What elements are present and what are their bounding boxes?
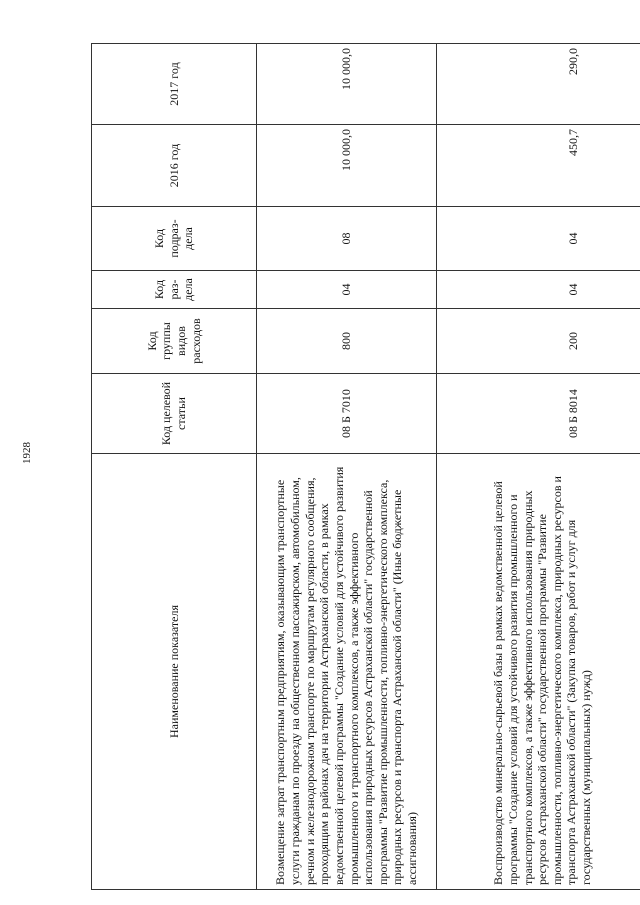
row-subsection-code: 08: [257, 207, 437, 271]
row-indicator-name: Возмещение затрат транспортным предприятиям, оказывающим транспортные услуги гражданам по проезду на общественном пассажирском, автомобильном, речном и железнодорожном транспорте по маршрутам регулярного сообщения, проходящим в районах дач на территории Астраханской области, в рамках ведомственной целевой программы "Создание условий для устойчивого развития промышленного и транспортного комплексов, а также эффективного использования природных ресурсов Астраханской области" государственной программы "Развитие промышленности, топливно-энергетического комплекса, природных ресурсов и транспорта Астраханской области" (Иные бюджетные ассигнования): [257, 454, 437, 890]
row-subsection-code: 04: [437, 207, 640, 271]
row-section-code: 04: [257, 271, 437, 309]
row-expense-group-code: 800: [257, 309, 437, 374]
row-amount-2017: 10 000,0: [257, 44, 437, 125]
table-header-row: [92, 44, 257, 890]
table-row: [257, 44, 437, 890]
page-number: 1928: [21, 442, 33, 464]
row-target-code: 08 Б 8014: [437, 374, 640, 454]
budget-table: [91, 43, 640, 890]
row-indicator-name: Воспроизводство минерально-сырьевой базы в рамках ведомственной целевой программы "Создание условий для устойчивого развития промышленного и транспортного комплексов, а также эффективного использования природных ресурсов Астраханской области" государственной программы "Развитие промышленности, топливно-энергетического комплекса, природных ресурсов и транспорта Астраханской области" (Закупка товаров, работ и услуг для государственных (муниципальных) нужд): [437, 454, 640, 890]
row-amount-2016: 10 000,0: [257, 125, 437, 207]
header-target-code: Код целевой статьи: [92, 374, 257, 454]
row-amount-2016: 450,7: [437, 125, 640, 207]
row-amount-2017: 290,0: [437, 44, 640, 125]
row-section-code: 04: [437, 271, 640, 309]
header-year-2017: 2017 год: [92, 44, 257, 125]
header-section-code: Код раз-дела: [92, 271, 257, 309]
header-year-2016: 2016 год: [92, 125, 257, 207]
header-subsection-code: Код подраз-дела: [92, 207, 257, 271]
header-expense-group-code: Код группы видов расходов: [92, 309, 257, 374]
rotated-table-container: [91, 44, 594, 890]
table-landscape-frame: [91, 44, 594, 890]
table-row: [437, 44, 640, 890]
header-indicator-name: Наименование показателя: [92, 454, 257, 890]
row-expense-group-code: 200: [437, 309, 640, 374]
row-target-code: 08 Б 7010: [257, 374, 437, 454]
